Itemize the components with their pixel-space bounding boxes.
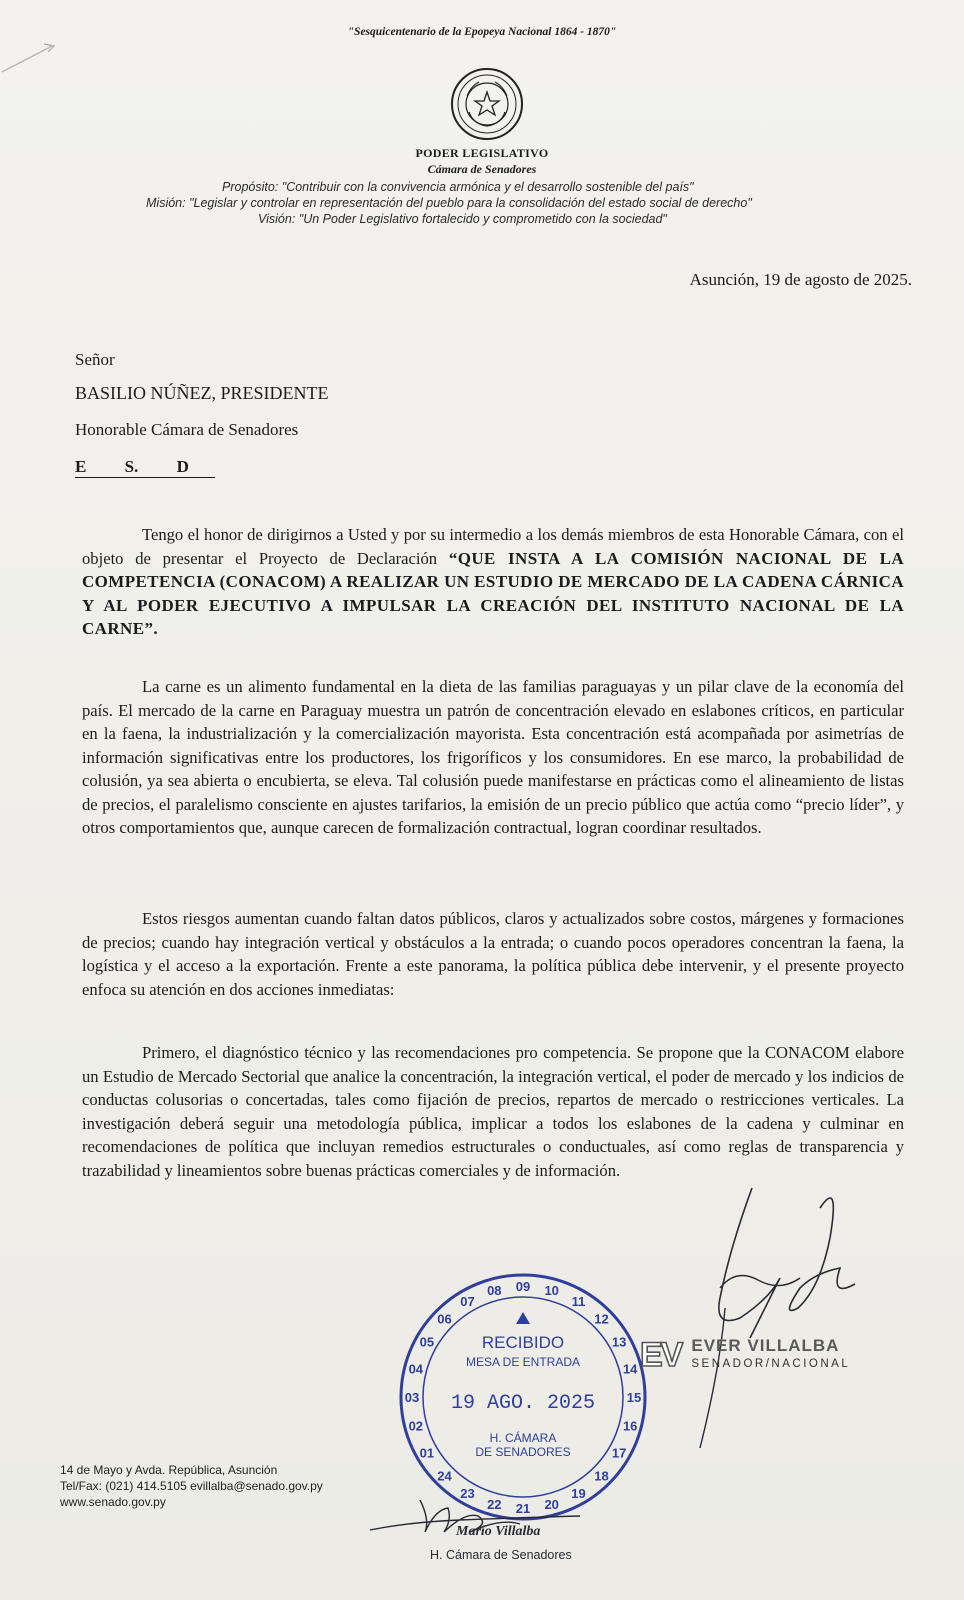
senator-logo: EV xyxy=(640,1336,682,1374)
esd-e: E xyxy=(75,457,87,476)
stamp-hour: 12 xyxy=(594,1311,609,1327)
motto: "Sesquicentenario de la Epopeya Nacional 1864 - 1870" xyxy=(347,26,617,38)
stamp-hour: 09 xyxy=(515,1279,531,1294)
stamp-hour: 05 xyxy=(419,1334,435,1350)
body-paragraph-3 xyxy=(82,1041,904,1182)
stamp-hour: 22 xyxy=(487,1497,502,1513)
stamp-hour: 07 xyxy=(460,1293,475,1309)
letter-date: Asunción, 19 de agosto de 2025. xyxy=(689,270,912,289)
esd-abbrev xyxy=(75,457,215,478)
footer-address: 14 de Mayo y Avda. República, Asunción xyxy=(60,1463,278,1477)
body-paragraph-2-text: Estos riesgos aumentan cuando faltan datos públicos, claros y actualizados sobre costos, márgenes y formaciones de precios; cuando hay integración vertical y obstáculos a la entrada; o cuando pocos operadores concentran la faena, la logística y el acceso a la exportación. Frente a este panorama, la política pública debe intervenir, y el presente proyecto enfoca su atención en dos acciones inmediatas: xyxy=(82,909,904,999)
footer-contact: Tel/Fax: (021) 414.5105 evillalba@senado.gov.py xyxy=(60,1479,323,1493)
stamp-emblem-icon xyxy=(516,1312,530,1324)
senator-name: EVER VILLALBA xyxy=(691,1336,840,1355)
reception-stamp xyxy=(398,1272,648,1522)
senator-title: SENADOR/NACIONAL xyxy=(691,1358,851,1370)
senator-block xyxy=(640,1336,850,1375)
stamp-hour: 13 xyxy=(611,1334,627,1350)
intro-paragraph xyxy=(82,523,904,641)
stamp-hour: 23 xyxy=(460,1486,475,1502)
stamp-chamber-1: H. CÁMARA xyxy=(489,1431,557,1445)
stamp-hour: 20 xyxy=(544,1497,559,1513)
stamp-hour: 21 xyxy=(515,1501,531,1516)
recipient-name: BASILIO NÚÑEZ, PRESIDENTE xyxy=(75,383,329,403)
stamp-hour: 16 xyxy=(622,1418,638,1434)
stamp-hour: 03 xyxy=(404,1390,420,1405)
stamp-hour: 08 xyxy=(487,1282,502,1298)
stamp-desk: MESA DE ENTRADA xyxy=(465,1355,581,1369)
receiver-org: H. Cámara de Senadores xyxy=(430,1548,572,1562)
body-paragraph-2 xyxy=(82,907,904,1001)
senator-signature xyxy=(680,1168,880,1458)
stamp-hour: 02 xyxy=(408,1418,424,1434)
stamp-hour: 04 xyxy=(408,1361,424,1377)
stamp-hour: 01 xyxy=(419,1445,435,1461)
stamp-hour: 19 xyxy=(571,1486,586,1502)
footer-web: www.senado.gov.py xyxy=(60,1495,166,1509)
purpose-line: Propósito: "Contribuir con la convivencia armónica y el desarrollo sostenible del país" xyxy=(222,180,694,194)
stamp-hour: 18 xyxy=(594,1468,609,1484)
national-seal-icon xyxy=(449,66,525,142)
stamp-chamber-2: DE SENADORES xyxy=(475,1445,571,1459)
esd-d: D xyxy=(176,457,189,476)
stamp-received: RECIBIDO xyxy=(481,1333,565,1352)
esd-s: S. xyxy=(124,457,139,476)
recipient-body: Honorable Cámara de Senadores xyxy=(75,420,299,439)
stamp-hour: 17 xyxy=(611,1445,627,1461)
stamp-hour: 15 xyxy=(626,1390,642,1405)
institution-name: PODER LEGISLATIVO xyxy=(415,146,549,160)
receiver-name: Mario Villalba xyxy=(456,1524,541,1539)
vision-line: Visión: "Un Poder Legislativo fortalecido y comprometido con la sociedad" xyxy=(258,212,667,226)
mission-line: Misión: "Legislar y controlar en representación del pueblo para la consolidación del estado social de derecho" xyxy=(146,196,752,210)
project-title: “QUE INSTA A LA COMISIÓN NACIONAL DE LA COMPETENCIA (CONACOM) A REALIZAR UN ESTUDIO DE MERCADO DE LA CADENA CÁRNICA Y AL PODER EJECUTIVO A IMPULSAR LA CREACIÓN DEL INSTITUTO NACIONAL DE LA CARNE”. xyxy=(82,548,904,638)
stamp-hour: 24 xyxy=(437,1468,452,1484)
stamp-hour: 10 xyxy=(544,1282,559,1298)
receiver-signature xyxy=(370,1490,640,1550)
stamp-hour: 14 xyxy=(622,1361,638,1377)
body-paragraph-1-text: La carne es un alimento fundamental en la dieta de las familias paraguayas y un pilar clave de la economía del país. El mercado de la carne en Paraguay muestra un patrón de concentración elevado en eslabones críticos, en particular en la faena, la industrialización y la comercialización mayorista. Esta concentración está acompañada por asimetrías de información significativas entre los productores, los frigoríficos y los consumidores. En ese marco, la probabilidad de colusión, ya sea abierta o encubierta, se eleva. Tal colusión puede manifestarse en prácticas como el alineamiento de listas de precios, el paralelismo consciente en ajustes tarifarios, la emisión de un precio público que actúa como “precio líder”, y otros comportamientos que, aunque carecen de formalización contractual, logran coordinar resultados. xyxy=(82,677,904,837)
stamp-hour: 06 xyxy=(437,1311,452,1327)
body-paragraph-3-text: Primero, el diagnóstico técnico y las recomendaciones pro competencia. Se propone que la CONACOM elabore un Estudio de Mercado Sectorial que analice la concentración, la integración vertical, el poder de mercado y los indicios de conductas colusorias o concertadas, tales como fijación de precios, repartos de mercado o restricciones verticales. La investigación deberá seguir una metodología pública, implicar a todos los eslabones de la cadena y culminar en recomendaciones de política que incluyan remedios estructurales o conductuales, así como reglas de transparencia y trazabilidad y lineamientos sobre buenas prácticas comerciales y de información. xyxy=(82,1043,904,1180)
body-paragraph-1 xyxy=(82,675,904,840)
stamp-date: 19 AGO. 2025 xyxy=(450,1392,596,1415)
chamber-name: Cámara de Senadores xyxy=(427,162,537,176)
pin-mark xyxy=(0,36,60,76)
stamp-hour: 11 xyxy=(571,1293,586,1309)
intro-text: Tengo el honor de dirigirnos a Usted y por su intermedio a los demás miembros de esta Honorable Cámara, con el objeto de presentar el Proyecto de Declaración xyxy=(82,525,904,568)
salutation: Señor xyxy=(75,350,115,369)
